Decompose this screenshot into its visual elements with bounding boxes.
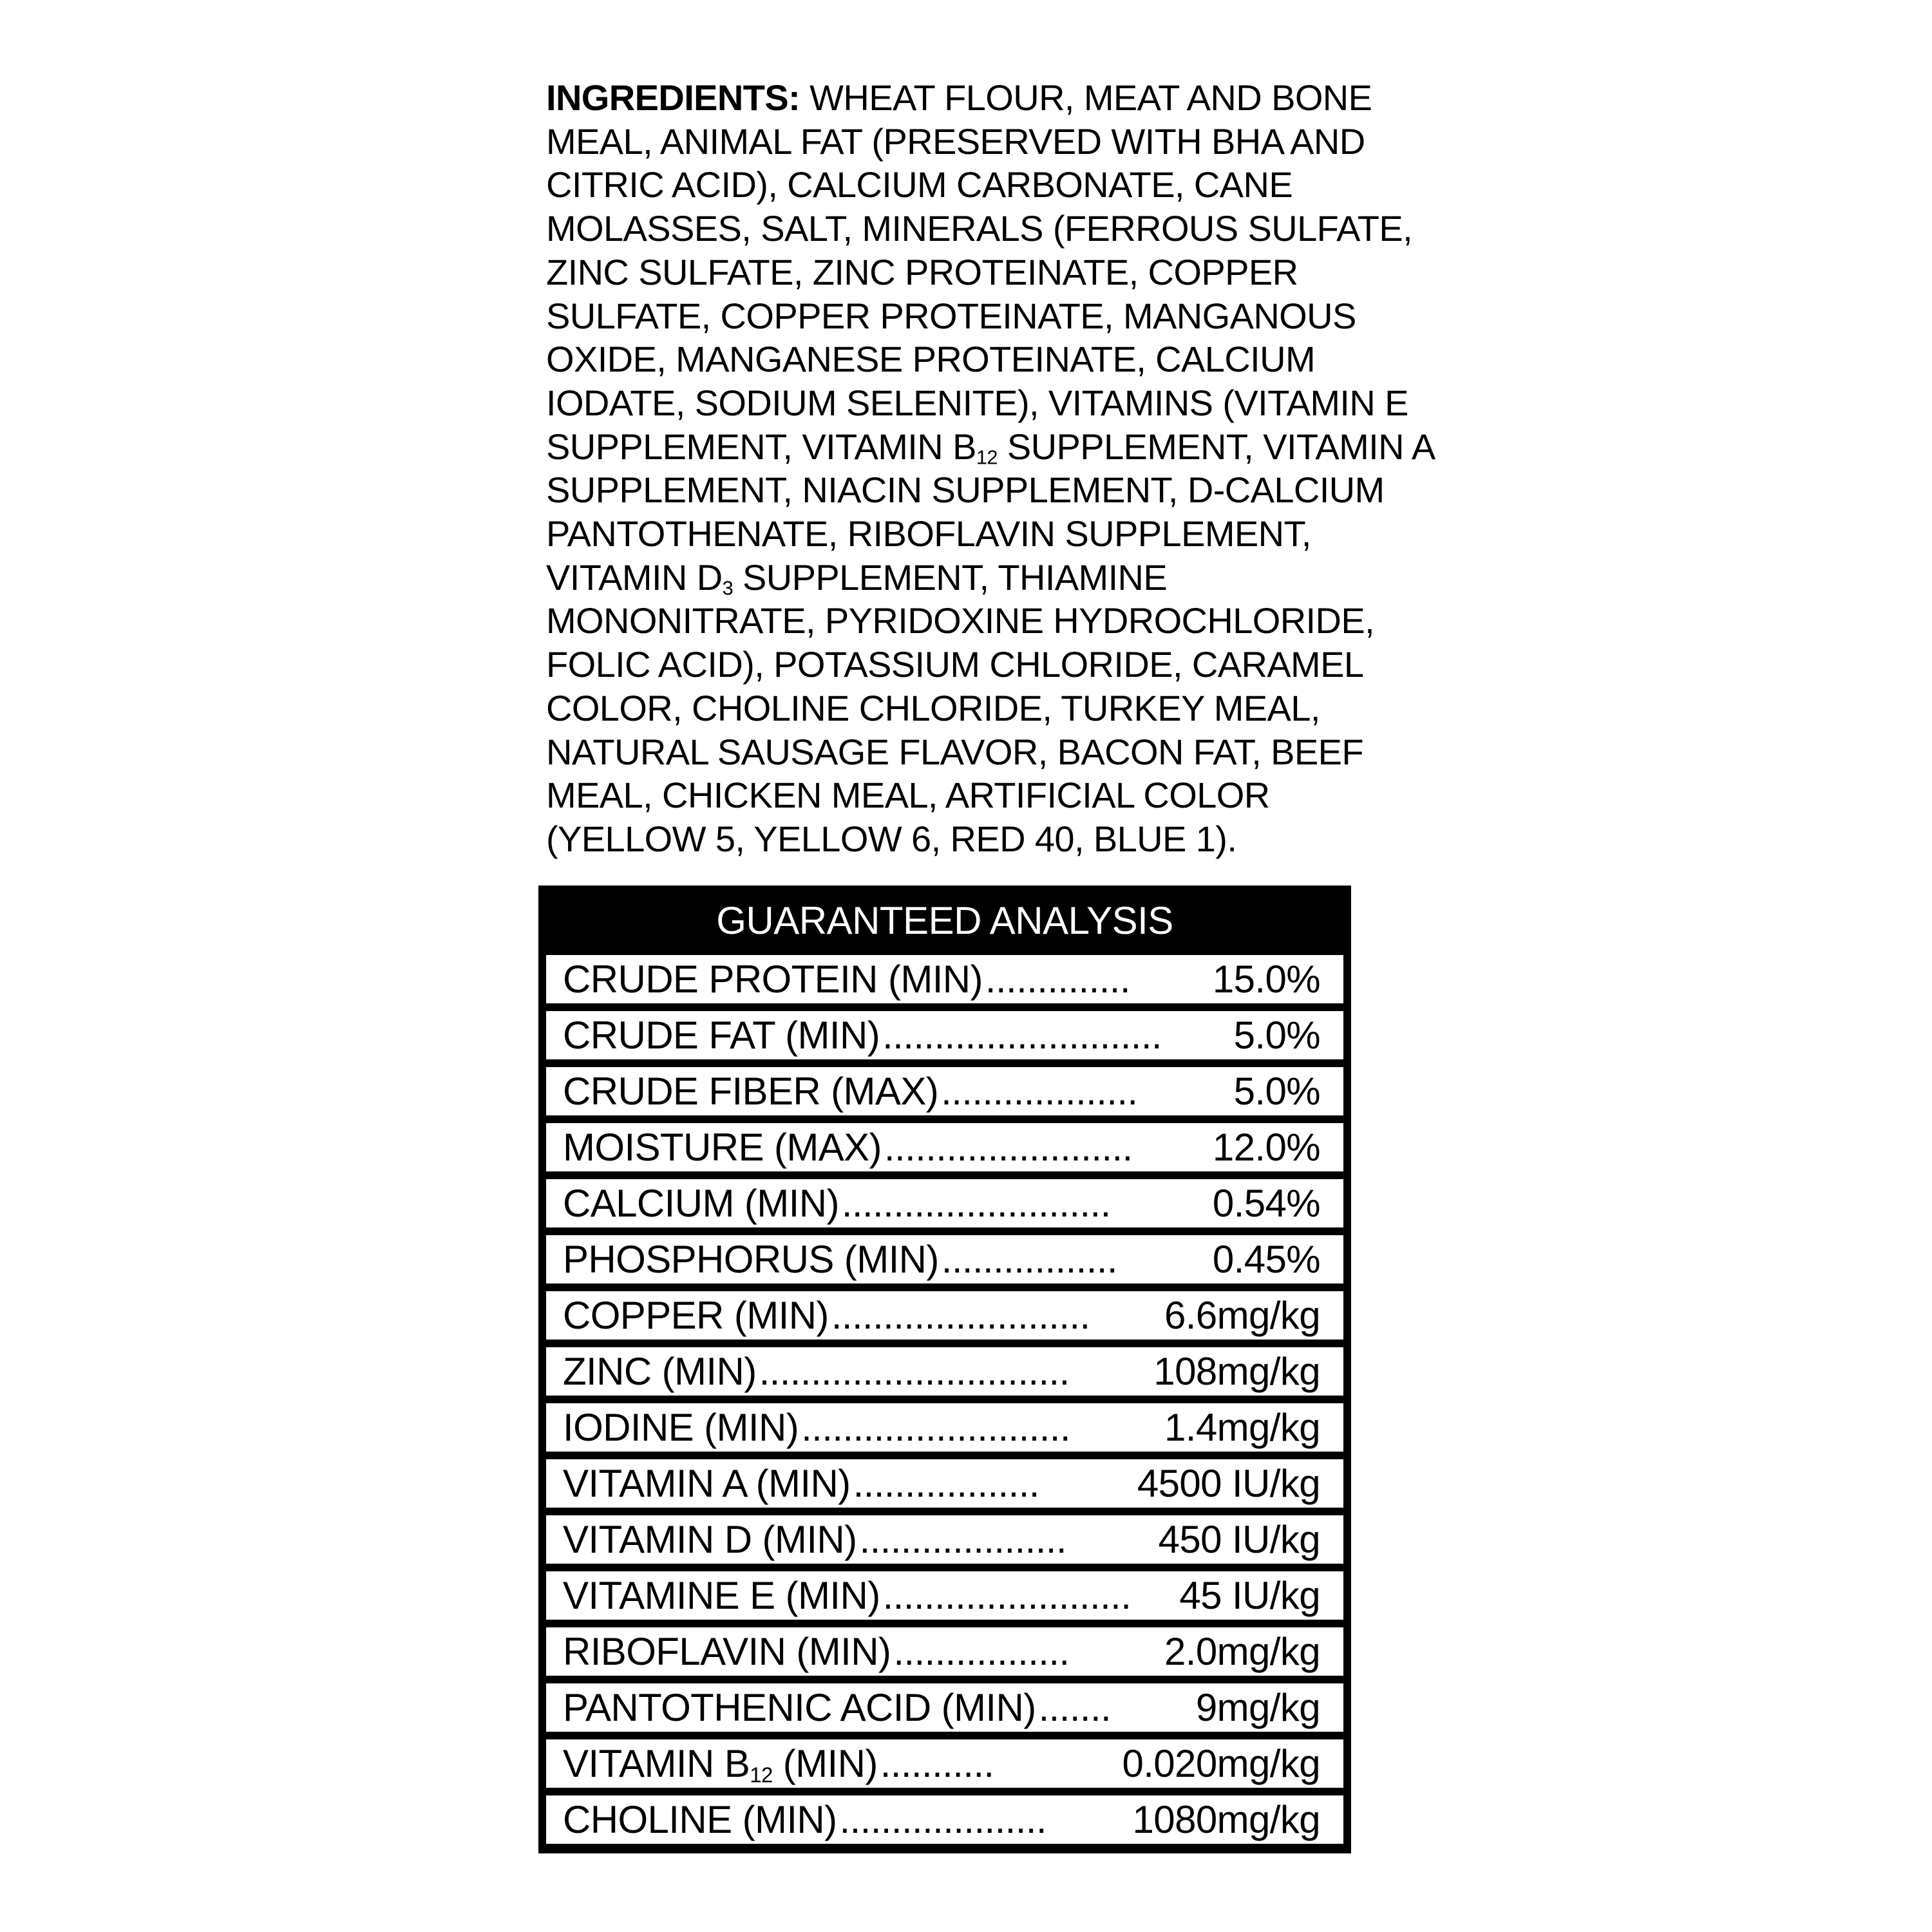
ingredients-line: (YELLOW 5, YELLOW 6, RED 40, BLUE 1). [546, 818, 1237, 859]
row-name: VITAMIN D (MIN) [563, 1517, 857, 1561]
row-name: CALCIUM (MIN) [563, 1181, 839, 1225]
subscript: 12 [750, 1762, 773, 1786]
guaranteed-analysis-table [538, 886, 1351, 1853]
table-row [546, 1795, 1343, 1844]
dot-leader: ....... [1038, 1688, 1112, 1727]
table-row [546, 1627, 1343, 1676]
ingredients-line: SUPPLEMENT, VITAMIN $B_{12}$ SUPPLEMENT, VITAMIN A [546, 426, 1435, 469]
table-row [546, 1403, 1343, 1452]
row-name: PHOSPHORUS (MIN) [563, 1237, 939, 1281]
dot-leader: ........................ [882, 1576, 1132, 1615]
ingredients-line: IODATE, SODIUM SELENITE), VITAMINS (VITAMIN E [546, 382, 1408, 423]
row-value: 12.0% [1212, 1125, 1320, 1169]
ingredients-line: VITAMIN $D_3$ SUPPLEMENT, THIAMINE [546, 556, 1168, 600]
ingredients-line: PANTOTHENATE, RIBOFLAVIN SUPPLEMENT, [546, 513, 1311, 554]
ingredients-line: MONONITRATE, PYRIDOXINE HYDROCHLORIDE, [546, 600, 1375, 641]
table-row [546, 1683, 1343, 1732]
dot-leader: ........................... [882, 1016, 1162, 1055]
ingredients-text [546, 76, 1448, 861]
table-row [546, 955, 1343, 1003]
table-row [546, 1235, 1343, 1283]
row-value: 0.54% [1212, 1181, 1320, 1225]
dot-leader: ........................ [884, 1128, 1133, 1167]
dot-leader: ......................... [831, 1296, 1090, 1335]
table-row [546, 1067, 1343, 1115]
row-name: CRUDE PROTEIN (MIN) [563, 957, 983, 1001]
table-row [546, 1179, 1343, 1227]
row-name: RIBOFLAVIN (MIN) [563, 1629, 891, 1673]
ingredients-line: COLOR, CHOLINE CHLORIDE, TURKEY MEAL, [546, 687, 1320, 728]
row-name: PANTOTHENIC ACID (MIN) [563, 1685, 1036, 1729]
row-name: CRUDE FIBER (MAX) [563, 1069, 939, 1113]
ingredients-line: ZINC SULFATE, ZINC PROTEINATE, COPPER [546, 251, 1298, 292]
row-value: 9mg/kg [1195, 1685, 1320, 1729]
subscript: 12 [976, 446, 998, 469]
ingredients-line: FOLIC ACID), POTASSIUM CHLORIDE, CARAMEL [546, 644, 1364, 685]
ingredients-line: SULFATE, COPPER PROTEINATE, MANGANOUS [546, 295, 1356, 336]
analysis-rows [546, 955, 1343, 1852]
row-name: CRUDE FAT (MIN) [563, 1013, 880, 1057]
row-name: VITAMIN A (MIN) [563, 1461, 851, 1505]
table-row [546, 1571, 1343, 1620]
row-value: 6.6mg/kg [1164, 1293, 1320, 1337]
row-value: 0.45% [1212, 1237, 1320, 1281]
row-value: 1.4mg/kg [1164, 1405, 1320, 1449]
dot-leader: .............. [985, 960, 1130, 999]
row-value: 4500 IU/kg [1137, 1461, 1320, 1505]
ingredients-line: NATURAL SAUSAGE FLAVOR, BACON FAT, BEEF [546, 731, 1364, 772]
ingredients-label: INGREDIENTS: [546, 77, 800, 118]
ingredients-line: SUPPLEMENT, NIACIN SUPPLEMENT, D-CALCIUM [546, 469, 1385, 511]
row-name: MOISTURE (MAX) [563, 1125, 882, 1169]
row-name: VITAMINE E (MIN) [563, 1573, 880, 1617]
row-name: IODINE (MIN) [563, 1405, 799, 1449]
dot-leader: ................. [893, 1632, 1070, 1671]
row-value: 45 IU/kg [1179, 1573, 1320, 1617]
row-value: 0.020mg/kg [1122, 1741, 1320, 1785]
row-value: 2.0mg/kg [1164, 1629, 1320, 1673]
dot-leader: ................. [941, 1240, 1117, 1279]
row-value: 108mg/kg [1153, 1349, 1320, 1393]
table-row [546, 1739, 1343, 1788]
table-row [546, 1291, 1343, 1340]
row-name: COPPER (MIN) [563, 1293, 829, 1337]
row-value: 1080mg/kg [1132, 1797, 1320, 1841]
dot-leader: .............................. [759, 1352, 1070, 1391]
dot-leader: ................... [941, 1072, 1138, 1111]
table-header: GUARANTEED ANALYSIS [716, 898, 1173, 942]
table-row [546, 1123, 1343, 1171]
row-name: ZINC (MIN) [563, 1349, 757, 1393]
row-value: 5.0% [1233, 1069, 1320, 1113]
ingredients-line: MEAL, CHICKEN MEAL, ARTIFICIAL COLOR [546, 775, 1270, 816]
ingredients-line: INGREDIENTS: WHEAT FLOUR, MEAT AND BONE [546, 77, 1372, 118]
dot-leader: .................... [859, 1520, 1066, 1559]
ingredients-line: MOLASSES, SALT, MINERALS (FERROUS SULFATE, [546, 208, 1413, 249]
table-row [546, 1347, 1343, 1396]
row-value: 5.0% [1233, 1013, 1320, 1057]
table-row [546, 1011, 1343, 1059]
ingredients-line: CITRIC ACID), CALCIUM CARBONATE, CANE [546, 164, 1293, 205]
dot-leader: ........... [880, 1744, 994, 1783]
dot-leader: .......................... [801, 1408, 1070, 1447]
dot-leader: .................... [839, 1800, 1046, 1839]
row-name: VITAMIN $B_{12}$ (MIN) [563, 1741, 878, 1786]
row-value: 15.0% [1212, 957, 1320, 1001]
ingredients-line: OXIDE, MANGANESE PROTEINATE, CALCIUM [546, 339, 1315, 380]
dot-leader: .................. [853, 1464, 1039, 1503]
table-row [546, 1459, 1343, 1508]
subscript: 3 [722, 576, 734, 600]
dot-leader: .......................... [841, 1184, 1111, 1223]
ingredients-line: MEAL, ANIMAL FAT (PRESERVED WITH BHA AND [546, 120, 1365, 162]
table-row [546, 1515, 1343, 1564]
row-name: CHOLINE (MIN) [563, 1797, 837, 1841]
row-value: 450 IU/kg [1158, 1517, 1320, 1561]
